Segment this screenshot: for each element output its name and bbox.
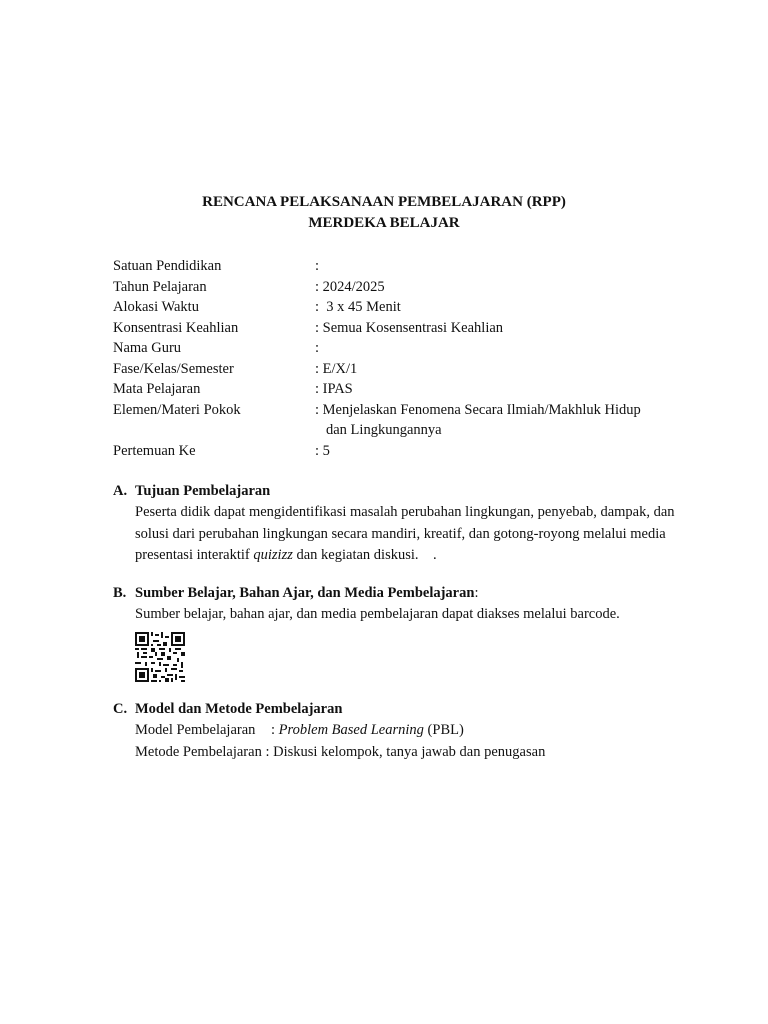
identity-value: : Semua Kosensentrasi Keahlian [315,319,504,336]
model-value-after: (PBL) [423,722,464,738]
identity-label: Alokasi Waktu [113,299,199,315]
qr-code-icon[interactable] [135,632,185,682]
section-letter: B. [113,585,127,601]
section-title: Sumber Belajar, Bahan Ajar, dan Media Pembelajaran [135,585,475,601]
identity-label: Pertemuan Ke [113,442,196,459]
section-letter: A. [113,483,128,499]
identity-value: : 3 x 45 Menit [315,299,401,315]
identity-label: Konsentrasi Keahlian [113,319,239,336]
identity-value-wrap [315,400,693,441]
identity-value-continuation: dan Lingkungannya [326,422,442,438]
model-label: Model Pembelajaran [135,722,256,738]
section-tujuan [113,481,693,567]
paragraph-text-end: dan kegiatan diskusi. . [292,547,437,563]
paragraph-text: Peserta didik dapat mengidentifikasi masalah perubahan lingkungan, penyebab, dampak, dan solusi dari perubahan lingkungan secara mandiri, kreatif, dan gotong-royong melalui media presentasi interaktif [135,504,675,563]
document-title: RENCANA PELAKSANAAN PEMBELAJARAN (RPP) [202,194,566,210]
model-sep: : [271,722,279,738]
section-paragraph [113,720,693,763]
identity-label: Tahun Pelajaran [113,278,207,295]
identity-value: : 5 [315,442,330,459]
identity-value: : [315,340,320,356]
method-value: : Diskusi kelompok, tanya jawab dan penugasan [265,743,546,760]
method-label: Metode Pembelajaran [135,743,262,760]
identity-row [113,338,693,359]
section-heading [113,699,693,720]
identity-row [113,256,693,277]
identity-row [113,400,693,441]
model-value-italic: Problem Based Learning [278,722,424,738]
identity-row [113,297,693,318]
paragraph-text: Sumber belajar, bahan ajar, dan media pembelajaran dapat diakses melalui barcode. [135,606,620,622]
identity-value: : [315,258,320,274]
section-model-metode [113,699,693,763]
identity-row [113,359,693,380]
model-row [135,720,693,742]
method-row [135,742,693,764]
identity-value: : IPAS [315,381,353,397]
section-letter: C. [113,701,128,717]
identity-row [113,379,693,400]
identity-label: Elemen/Materi Pokok [113,401,241,418]
identity-row [113,441,693,462]
section-paragraph [113,604,693,689]
section-heading [113,583,693,604]
section-title: Tujuan Pembelajaran [135,483,271,499]
identity-label: Nama Guru [113,340,182,356]
identity-label: Satuan Pendidikan [113,258,222,274]
document-subtitle: MERDEKA BELAJAR [308,215,460,231]
identity-label: Fase/Kelas/Semester [113,360,234,377]
identity-value: : E/X/1 [315,360,358,377]
identity-table [113,256,693,461]
identity-value: : Menjelaskan Fenomena Secara Ilmiah/Makhluk Hidup [315,401,641,418]
section-heading [113,481,693,502]
identity-value: : 2024/2025 [315,278,385,295]
identity-row [113,318,693,339]
paragraph-italic-text: quizizz [253,547,293,563]
section-title-colon: : [474,585,479,601]
section-paragraph [113,502,693,567]
identity-label: Mata Pelajaran [113,381,201,397]
section-title: Model dan Metode Pembelajaran [135,701,343,717]
identity-row [113,277,693,298]
section-sumber-belajar [113,583,693,689]
